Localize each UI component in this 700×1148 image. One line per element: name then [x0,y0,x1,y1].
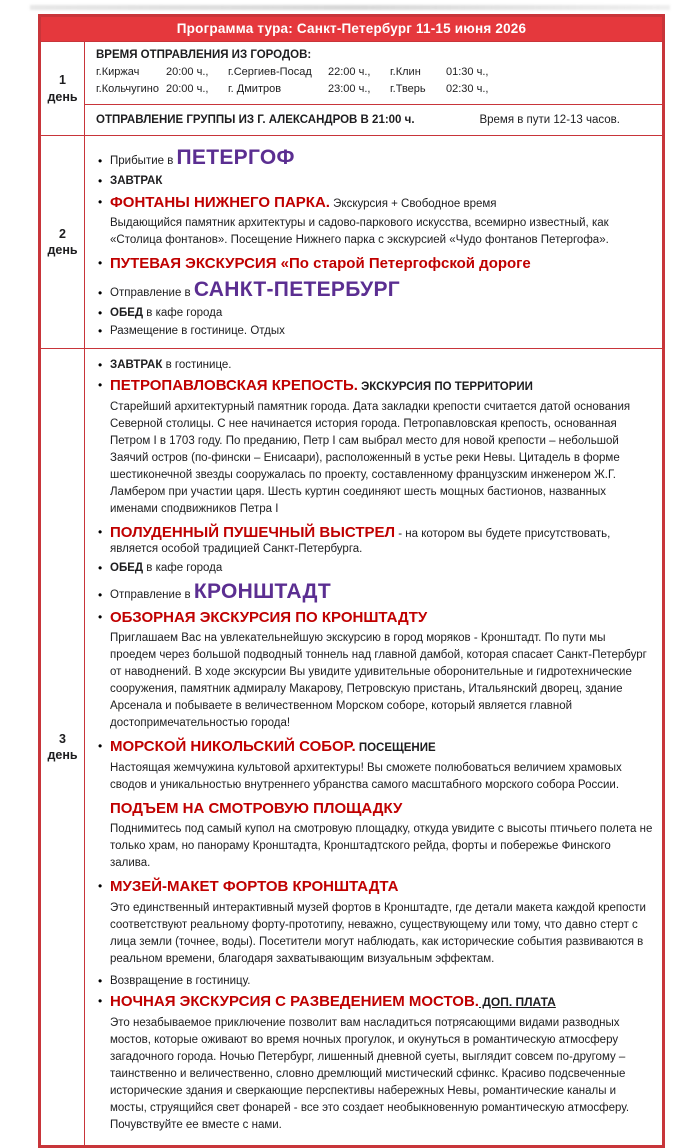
paragraph-text: Это незабываемое приключение позволит вам насладиться потрясающими видами разводных мостов, которые оживают во время ночных прогулок, и окунуться в романтическую атмосферу загадочного города. Ночью Петербург, лишенный дневной суеты, выглядит совсем по-другому – таинственно и величественно, словно дремлющий мистический сфинкс. Красиво подсвеченные исторические здания и сверкающие перспективы набережных Невы, романтические каналы и мосты, струящийся свет фонарей - все это создает необыкновенную романтическую атмосферу. Почувствуйте ее вместе с нами. [110,1016,630,1131]
item-segment: МОРСКОЙ НИКОЛЬСКИЙ СОБОР. [110,738,356,756]
itinerary-list [85,349,662,1145]
departure-time: 01:30 ч., [446,66,489,78]
itinerary-item [96,278,654,301]
itinerary-item [96,799,654,819]
day-number: 1 [59,73,66,88]
bullet-icon: • [98,588,103,603]
item-segment: Прибытие в [110,155,177,168]
itinerary-item [96,357,654,373]
itinerary-item [96,580,654,603]
bullet-icon: • [98,561,103,576]
item-segment: ОБЕД [110,307,144,320]
bullet-icon: • [98,256,103,271]
day-label-cell [41,136,85,348]
day-label-cell [41,42,85,135]
day-word: день [47,242,78,257]
paragraph-text: Настоящая жемчужина культовой архитектуры! Вы сможете полюбоваться величием храмовых сводов и уникальностью внутреннего убранства самого масштабного морского собора России. [110,761,622,791]
itinerary-item [96,254,654,274]
travel-duration-text: Время в пути 12-13 часов. [479,114,620,127]
bullet-icon: • [98,739,103,754]
item-segment: ПУТЕВАЯ ЭКСКУРСИЯ «По старой Петергофской дороге [110,255,531,273]
itinerary-list [85,136,662,348]
item-segment: Экскурсия + Свободное время [329,197,497,210]
item-segment: САНКТ-ПЕТЕРБУРГ [193,277,400,301]
itinerary-item [96,173,654,189]
departure-times-heading: ВРЕМЯ ОТПРАВЛЕНИЯ ИЗ ГОРОДОВ: [96,49,312,61]
days-container [41,41,662,1145]
itinerary-item [96,608,654,628]
day-content [85,42,662,135]
day-number: 3 [59,731,66,746]
bullet-icon: • [98,524,103,539]
bullet-icon: • [98,306,103,321]
item-segment: ЭКСКУРСИЯ ПО ТЕРРИТОРИИ [357,381,533,394]
day-row [41,41,662,135]
item-segment: ОБЗОРНАЯ ЭКСКУРСИЯ ПО КРОНШТАДТУ [110,608,428,626]
day-content [85,136,662,348]
day-number: 2 [59,226,66,241]
bullet-icon: • [98,609,103,624]
item-segment: КРОНШТАДТ [193,580,331,604]
itinerary-item [96,737,654,757]
item-segment: Размещение в гостинице. Отдых [110,325,285,338]
departure-city: г. Дмитров [228,83,282,96]
departure-time: 20:00 ч., [166,83,209,96]
paragraph-text: Старейший архитектурный памятник города. Дата закладки крепости считается датой основания Северной столицы. С нее начинается история города. Петропавловская крепость, основанная Петром I в 1703 году. По преданию, Петр I сам выбрал место для новой крепости – небольшой Заячий остров (по-фински – Енисаари), расположенный в устье реки Невы. Цитадель в форме шестиконечной звезды сооружалась по проекту, составленному французским инженером Ж.Г. Ламбером при участии царя. Шесть куртин соединяют шесть мощных бастионов, названных именами сподвижников Петра I [110,400,631,515]
day-word: день [47,747,78,762]
itinerary-item [96,523,654,557]
bullet-icon: • [98,154,103,169]
item-segment: МУЗЕЙ-МАКЕТ ФОРТОВ КРОНШТАДТА [110,878,399,896]
document-title: Программа тура: Санкт-Петербург 11-15 июня 2026 [176,21,527,36]
bullet-icon: • [98,879,103,894]
item-segment: ЗАВТРАК [110,175,163,188]
bullet-icon: • [98,324,103,339]
day-word: день [47,89,78,104]
departure-time: 22:00 ч., [328,66,371,78]
itinerary-item [96,193,654,213]
departure-time: 02:30 ч., [446,83,489,96]
paragraph-text: Это единственный интерактивный музей фортов в Кронштадте, где детали макета каждой крепости соответствуют реальному форту-прототипу, неважно, существующему или тому, что давно стерт с лица земли (точнее, воды). Посетители могут наблюдать, как исторические события развиваются в реальном времени, благодаря захватывающим визуальным эффектам. [110,901,646,966]
item-segment: ПОСЕЩЕНИЕ [355,742,436,755]
bullet-icon: • [98,194,103,209]
scan-artifact [30,5,670,10]
paragraph-text: Выдающийся памятник архитектуры и садово-паркового искусства, всемирно известный, как «Столица фонтанов». Посещение Нижнего парка с экскурсией «Чудо фонтанов Петергофа». [110,217,609,247]
departure-time: 20:00 ч., [166,66,209,78]
bullet-icon: • [98,357,103,372]
departure-city: г.Киржач [96,66,140,78]
itinerary-item [96,323,654,339]
departure-city: г.Кольчугино [96,83,160,96]
item-segment: ПЕТРОПАВЛОВСКАЯ КРЕПОСТЬ. [110,377,358,395]
group-departure-text: ОТПРАВЛЕНИЕ ГРУППЫ ИЗ Г. АЛЕКСАНДРОВ В 21:00 ч. [96,114,415,127]
tour-document-table [38,14,665,1148]
departure-row [96,64,654,81]
departure-city: г.Клин [390,66,421,78]
departure-city: г.Сергиев-Посад [228,66,312,78]
item-segment: в кафе города [143,307,223,320]
item-segment: в гостинице. [162,358,232,371]
item-segment: ПОЛУДЕННЫЙ ПУШЕЧНЫЙ ВЫСТРЕЛ [110,523,396,541]
document-title-bar [41,17,662,41]
itinerary-item [96,973,654,989]
item-segment: НОЧНАЯ ЭКСКУРСИЯ С РАЗВЕДЕНИЕМ МОСТОВ. [110,993,479,1011]
day-row [41,348,662,1145]
itinerary-item [96,146,654,169]
group-departure-section [85,104,662,135]
departure-times-section [85,42,662,104]
day-content [85,349,662,1145]
paragraph-text: Приглашаем Вас на увлекательнейшую экскурсию в город моряков - Кронштадт. По пути мы проедем через большой подводный тоннель над главной дамбой, которая спасает Санкт-Петербург от наводнений. В ходе экскурсии Вы увидите удивительные оборонительные и гидротехнические сооружения, памятник адмиралу Макарову, Петровскую пристань, Итальянский дворец, здание Арсенала и побываете в величественном Морском соборе, который является главной достопримечательностью города! [110,632,647,730]
item-segment: ФОНТАНЫ НИЖНЕГО ПАРКА. [110,193,330,211]
item-segment: в кафе города [143,562,223,575]
item-segment: ДОП. ПЛАТА [478,995,556,1010]
itinerary-item [96,992,654,1012]
day-row [41,135,662,348]
departure-city: г.Тверь [390,83,426,96]
departure-row [96,81,654,98]
bullet-icon: • [98,174,103,189]
bullet-icon: • [98,974,103,989]
bullet-icon: • [98,285,103,300]
item-segment: Отправление в [110,589,194,602]
bullet-icon: • [98,994,103,1009]
itinerary-item [96,305,654,321]
departure-time: 23:00 ч., [328,83,371,96]
item-segment: ПЕТЕРГОФ [176,146,295,170]
bullet-icon: • [98,378,103,393]
itinerary-item [96,560,654,576]
paragraph-text: Поднимитесь под самый купол на смотровую площадку, откуда увидите с высоты птичьего полета не только храм, но панораму Кронштадта, Кронштадтского рейда, форты и побережье Финского залива. [110,823,653,870]
item-segment: Отправление в [110,286,194,299]
item-segment: Возвращение в гостиницу. [110,975,251,988]
item-segment: ПОДЪЕМ НА СМОТРОВУЮ ПЛОЩАДКУ [110,799,403,817]
itinerary-item [96,877,654,897]
day-label-cell [41,349,85,1145]
item-segment: ОБЕД [110,562,144,575]
itinerary-item [96,376,654,396]
item-segment: - на котором вы будете присутствовать, является особой традицией Санкт-Петербурга. [110,527,611,556]
item-segment: ЗАВТРАК [110,358,163,371]
